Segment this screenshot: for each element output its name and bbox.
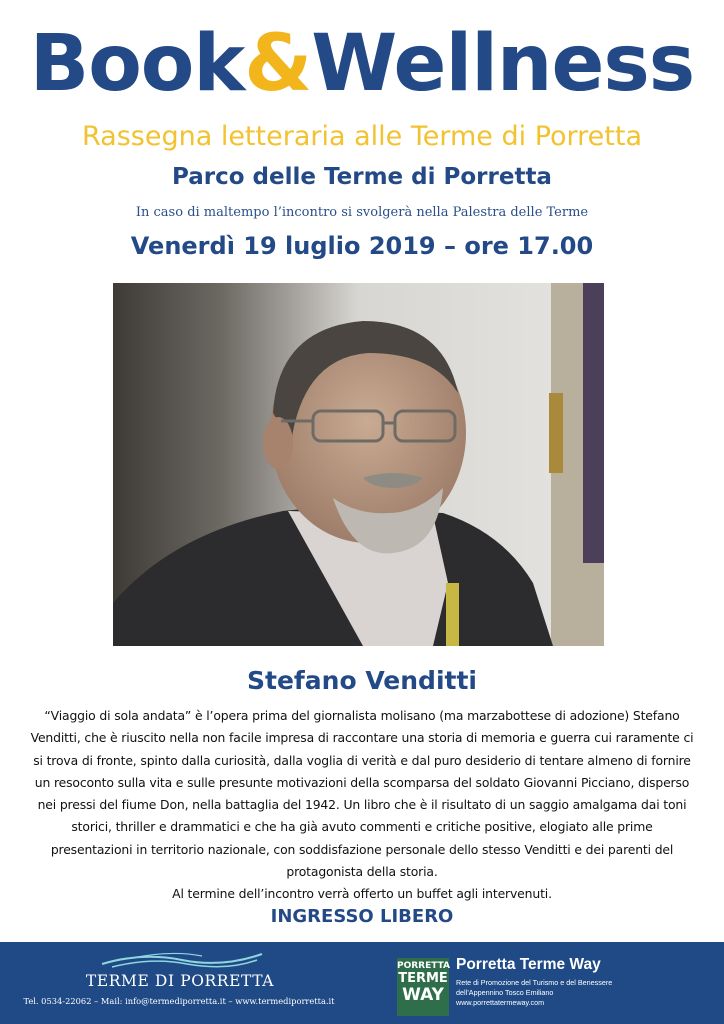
- book-description: [30, 705, 694, 906]
- terme-name: TERME DI PORRETTA: [85, 972, 275, 990]
- way-subtitle: [456, 978, 646, 1008]
- way-sub-line1: Rete di Promozione del Turismo e del Benessere: [456, 978, 613, 987]
- free-entry-label: INGRESSO LIBERO: [270, 906, 454, 927]
- way-logo-line3: WAY: [402, 985, 444, 1005]
- title-ampersand: &: [244, 19, 312, 109]
- title-book: Book: [29, 19, 245, 109]
- terme-wave-logo-icon: [92, 948, 272, 970]
- way-logo-line1: PORRETTA: [397, 961, 451, 971]
- way-sub-line2: dell’Appennino Tosco Emiliano: [456, 988, 554, 997]
- event-subtitle: Rassegna letteraria alle Terme di Porretta: [81, 121, 642, 152]
- event-title: [0, 18, 724, 110]
- weather-note: In caso di maltempo l’incontro si svolgerà nella Palestra delle Terme: [135, 205, 589, 220]
- event-date: Venerdì 19 luglio 2019 – ore 17.00: [130, 232, 594, 260]
- footer: [0, 942, 724, 1024]
- way-title: Porretta Terme Way: [456, 956, 601, 973]
- event-venue: Parco delle Terme di Porretta: [172, 164, 552, 190]
- way-logo-line2: TERME: [398, 971, 448, 986]
- way-url: www.porrettatermeway.com: [456, 998, 545, 1007]
- author-name: Stefano Venditti: [246, 666, 477, 695]
- description-paragraph: “Viaggio di sola andata” è l’opera prima del giornalista molisano (ma marzabottese di adozione) Stefano Venditti, che è riuscito nella non facile impresa di raccontare una storia di memoria e guerra cui raramente ci si trova di fronte, spinto dalla curiosità, dalla voglia di verità e dal puro desiderio di tentare almeno di fornire un resoconto sulla vita e sulle presunte motivazioni della scomparsa del soldato Giovanni Picciano, disperso nei pressi del fiume Don, nella battaglia del 1942. Un libro che è il risultato di un saggio amalgama dai toni storici, thriller e drammatici e che ha già avuto commenti e critiche positive, elogiato alle prime presentazioni in territorio nazionale, con soddisfazione personale dello stesso Venditti e dei parenti del protagonista della storia.: [30, 708, 694, 880]
- author-photo: [113, 283, 604, 646]
- porretta-terme-way-logo: [397, 958, 449, 1016]
- buffet-note: Al termine dell’incontro verrà offerto un buffet agli intervenuti.: [172, 886, 552, 902]
- terme-contacts: Tel. 0534-22062 – Mail: info@termediporretta.it – www.termediporretta.it: [23, 996, 335, 1006]
- title-wellness: Wellness: [311, 19, 695, 109]
